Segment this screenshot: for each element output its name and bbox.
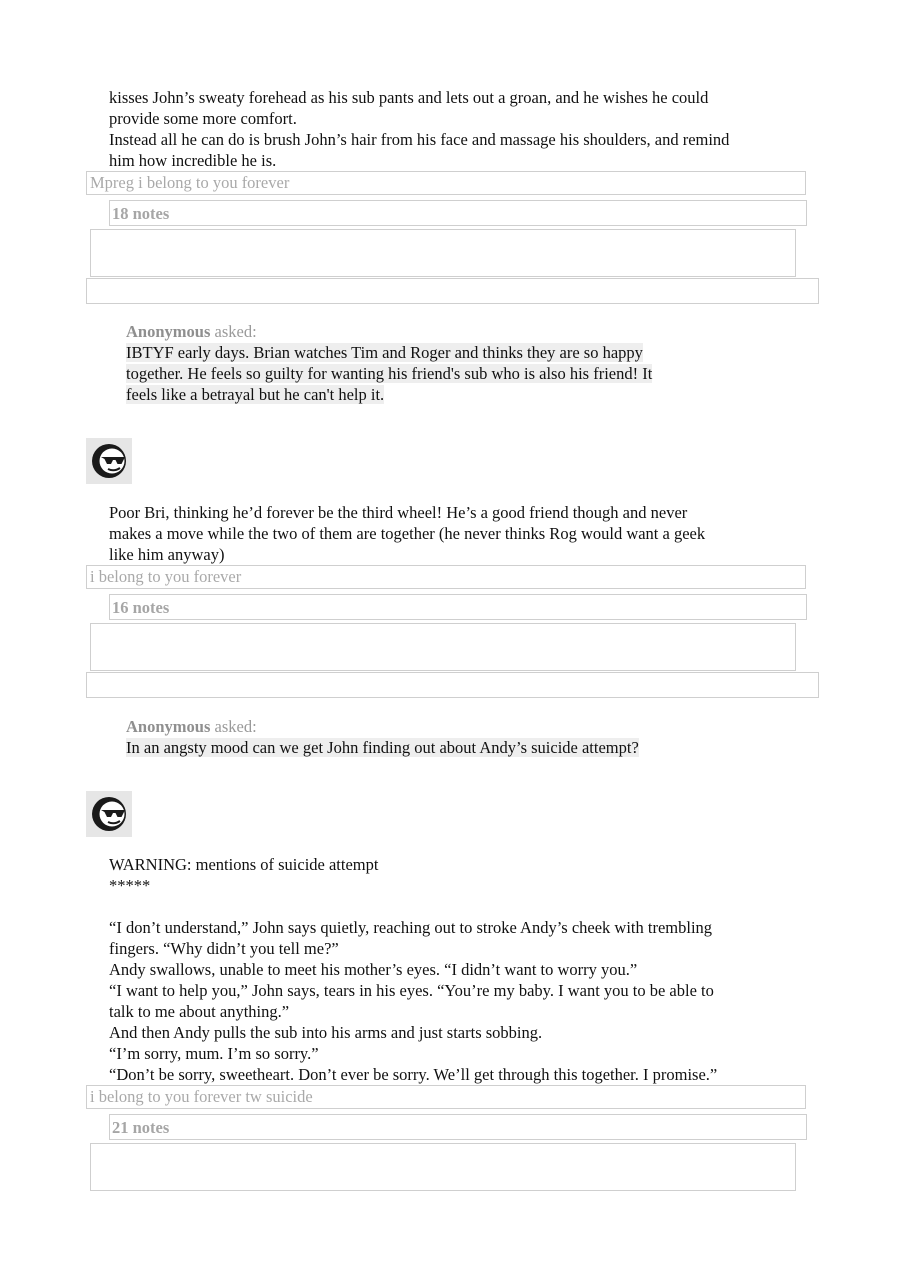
asker-name[interactable]: Anonymous: [126, 717, 211, 736]
ask-block: [126, 716, 746, 758]
ask-block: [126, 321, 746, 405]
post-body-line: fingers. “Why didn’t you tell me?”: [109, 939, 339, 958]
sunglasses-face-icon: [86, 791, 132, 837]
asker-line: [126, 716, 746, 737]
ask-question-line: IBTYF early days. Brian watches Tim and Roger and thinks they are so happy: [126, 343, 643, 362]
post-body-line: makes a move while the two of them are together (he never thinks Rog would want a geek: [109, 524, 706, 543]
notes-count[interactable]: 16 notes: [109, 594, 807, 620]
asked-label: asked:: [214, 717, 257, 736]
warning-line: *****: [109, 876, 151, 895]
avatar[interactable]: [86, 438, 132, 484]
post-body-line: And then Andy pulls the sub into his arms and just starts sobbing.: [109, 1023, 543, 1042]
post-footer-box: [90, 623, 796, 671]
asker-line: [126, 321, 746, 342]
post-body-line: kisses John’s sweaty forehead as his sub pants and lets out a groan, and he wishes he could: [109, 88, 709, 107]
post-body-line: Poor Bri, thinking he’d forever be the third wheel! He’s a good friend though and never: [109, 503, 688, 522]
post-body: [109, 502, 809, 565]
post-body: [109, 87, 809, 171]
asked-label: asked:: [214, 322, 257, 341]
post-body: [109, 917, 809, 1085]
post-body-line: “Don’t be sorry, sweetheart. Don’t ever be sorry. We’ll get through this together. I promise.”: [109, 1065, 718, 1084]
notes-count[interactable]: 21 notes: [109, 1114, 807, 1140]
warning-line: WARNING: mentions of suicide attempt: [109, 855, 379, 874]
ask-question-line: In an angsty mood can we get John finding out about Andy’s suicide attempt?: [126, 738, 639, 757]
post-body-line: him how incredible he is.: [109, 151, 277, 170]
asker-name[interactable]: Anonymous: [126, 322, 211, 341]
post-body-line: Andy swallows, unable to meet his mother’s eyes. “I didn’t want to worry you.”: [109, 960, 638, 979]
avatar[interactable]: [86, 791, 132, 837]
warning-text: [109, 854, 809, 896]
post-divider-box: [86, 278, 819, 304]
post-body-line: “I want to help you,” John says, tears in his eyes. “You’re my baby. I want you to be able to: [109, 981, 714, 1000]
post-divider-box: [86, 672, 819, 698]
post-body-line: talk to me about anything.”: [109, 1002, 290, 1021]
post-body-line: Instead all he can do is brush John’s hair from his face and massage his shoulders, and remind: [109, 130, 730, 149]
sunglasses-face-icon: [86, 438, 132, 484]
post-body-line: like him anyway): [109, 545, 225, 564]
post-tags[interactable]: i belong to you forever: [86, 565, 806, 589]
post-body-line: provide some more comfort.: [109, 109, 297, 128]
post-tags[interactable]: i belong to you forever tw suicide: [86, 1085, 806, 1109]
ask-question-line: feels like a betrayal but he can't help it.: [126, 385, 385, 404]
post-body-line: “I’m sorry, mum. I’m so sorry.”: [109, 1044, 319, 1063]
notes-count[interactable]: 18 notes: [109, 200, 807, 226]
post-body-line: “I don’t understand,” John says quietly, reaching out to stroke Andy’s cheek with trembling: [109, 918, 713, 937]
post-tags[interactable]: Mpreg i belong to you forever: [86, 171, 806, 195]
post-footer-box: [90, 1143, 796, 1191]
ask-question-line: together. He feels so guilty for wanting his friend's sub who is also his friend! It: [126, 364, 653, 383]
post-footer-box: [90, 229, 796, 277]
